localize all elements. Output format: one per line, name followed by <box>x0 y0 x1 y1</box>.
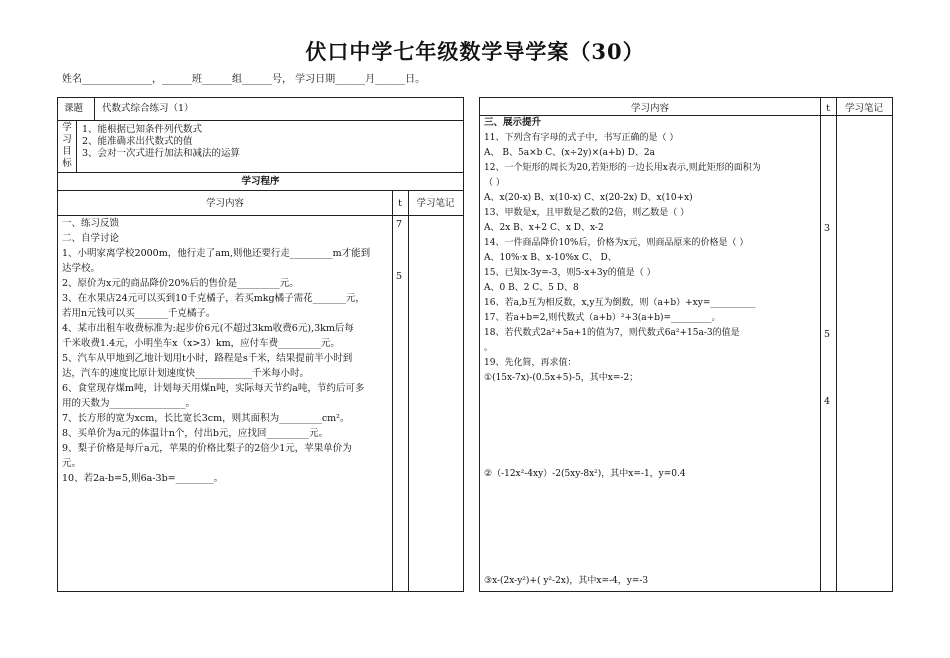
right-col-t-header: t <box>826 103 830 114</box>
content-line: 8、买单价为a元的体温计n个，付出b元，应找回_________元。 <box>62 428 329 439</box>
content-line: 达学校。 <box>62 263 101 274</box>
content-line: 16、若a,b互为相反数，x,y互为倒数，则（a+b）+xy=__________ <box>484 298 756 308</box>
goal-label: 学 习 目 标 <box>62 122 72 169</box>
left-content <box>62 216 370 486</box>
content-line: （ ） <box>484 178 505 188</box>
right-col-content-header: 学习内容 <box>630 103 669 114</box>
content-line: A、0 B、2 C、5 D、8 <box>484 283 579 293</box>
left-table <box>57 97 464 592</box>
content-line: 达，汽车的速度比原计划速度快____________千米每小时。 <box>62 368 310 379</box>
content-line: 10、若2a-b=5,则6a-3b=________。 <box>62 473 224 484</box>
content-line: 2、原价为x元的商品降价20%后的售价是_________元。 <box>62 278 299 289</box>
program-title: 学习程序 <box>241 176 280 187</box>
content-line: 17、若a+b=2,则代数式（a+b）²+3(a+b)=_________。 <box>484 313 721 323</box>
content-line: A、x(20-x) B、x(10-x) C、x(20-2x) D、x(10+x) <box>484 193 693 203</box>
question-19-part-2: ②（-12x²-4xy）-2(5xy-8x²)，其中x=-1，y=0.4 <box>484 469 686 479</box>
right-t-value: 3 <box>824 223 831 234</box>
content-line: 12、一个矩形的周长为20,若矩形的一边长用x表示,则此矩形的面积为 <box>484 163 761 173</box>
section-heading: 三、展示提升 <box>484 117 542 128</box>
question-19-part-3: ③x-(2x-y²)+( y²-2x)，其中x=-4，y=-3 <box>484 576 649 586</box>
content-line: 9、梨子价格是每斤a元，苹果的价格比梨子的2倍少1元，苹果单价为 <box>62 443 352 454</box>
content-line: 二、自学讨论 <box>62 233 120 244</box>
content-line: 7、长方形的宽为xcm，长比宽长3cm，则其面积为_________cm²。 <box>62 413 350 424</box>
right-col-notes-header: 学习笔记 <box>844 103 883 114</box>
content-line: A、2x B、x+2 C、x D、x-2 <box>484 223 604 233</box>
student-info-line: 姓名______________，______班______组______号， 学习日期______月______日。 <box>62 74 426 85</box>
left-t-value: 7 <box>396 219 403 230</box>
left-col-notes-header: 学习笔记 <box>416 198 455 209</box>
content-line: 19、先化简，再求值： <box>484 358 577 368</box>
content-line: 5、汽车从甲地到乙地计划用t小时，路程是s千米，结果提前半小时到 <box>62 353 353 364</box>
content-line: 用的天数为________________。 <box>62 398 196 409</box>
content-line: 4、某市出租车收费标准为:起步价6元(不超过3km收费6元),3km后每 <box>62 323 354 334</box>
content-line: 6、食堂现存煤m吨，计划每天用煤n吨，实际每天节约a吨，节约后可多 <box>62 383 365 394</box>
content-line: 元。 <box>62 458 82 469</box>
goals-list: 1、能根据已知条件列代数式 2、能准确求出代数式的值 3、会对一次式进行加法和减法的运算 <box>82 124 241 159</box>
content-line: 15、已知x-3y=-3，则5-x+3y的值是（ ） <box>484 268 656 278</box>
right-content <box>484 131 761 386</box>
content-line: A、 B、5a×b C、(x÷2y)×(a+b) D、2a <box>484 148 655 158</box>
content-line: 13、甲数是x，且甲数是乙数的2倍，则乙数是（ ） <box>484 208 690 218</box>
right-table <box>479 97 893 592</box>
right-t-value: 4 <box>824 396 831 407</box>
content-line: 11、下列含有字母的式子中，书写正确的是（ ） <box>484 133 679 143</box>
topic-label: 课题 <box>64 103 84 114</box>
content-line: A、10%·x B、x-10%x C、 D、 <box>484 253 617 263</box>
content-line: ①(15x-7x)-(0.5x+5)-5，其中x=-2； <box>484 373 639 383</box>
content-line: 若用n元钱可以买_______千克橘子。 <box>62 308 216 319</box>
content-line: 一、练习反馈 <box>62 218 120 229</box>
content-line: 千米收费1.4元，小明坐车x（x>3）km，应付车费_________元。 <box>62 338 340 349</box>
content-line: 。 <box>484 343 494 353</box>
left-col-content-header: 学习内容 <box>205 198 244 209</box>
left-t-value: 5 <box>396 271 403 282</box>
topic-text: 代数式综合练习（1） <box>102 103 194 114</box>
right-t-value: 5 <box>824 329 831 340</box>
content-line: 18、若代数式2a²+5a+1的值为7，则代数式6a²+15a-3的值是 <box>484 328 740 338</box>
left-col-t-header: t <box>398 198 402 209</box>
page-title: 伏口中学七年级数学导学案（30） <box>305 39 645 64</box>
content-line: 1、小明家离学校2000m，他行走了am,则他还要行走_________m才能到 <box>62 248 371 259</box>
content-line: 14、一件商品降价10%后，价格为x元，则商品原来的价格是（ ） <box>484 238 749 248</box>
content-line: 3、在水果店24元可以买到10千克橘子，若买mkg橘子需花_______元， <box>62 293 365 304</box>
